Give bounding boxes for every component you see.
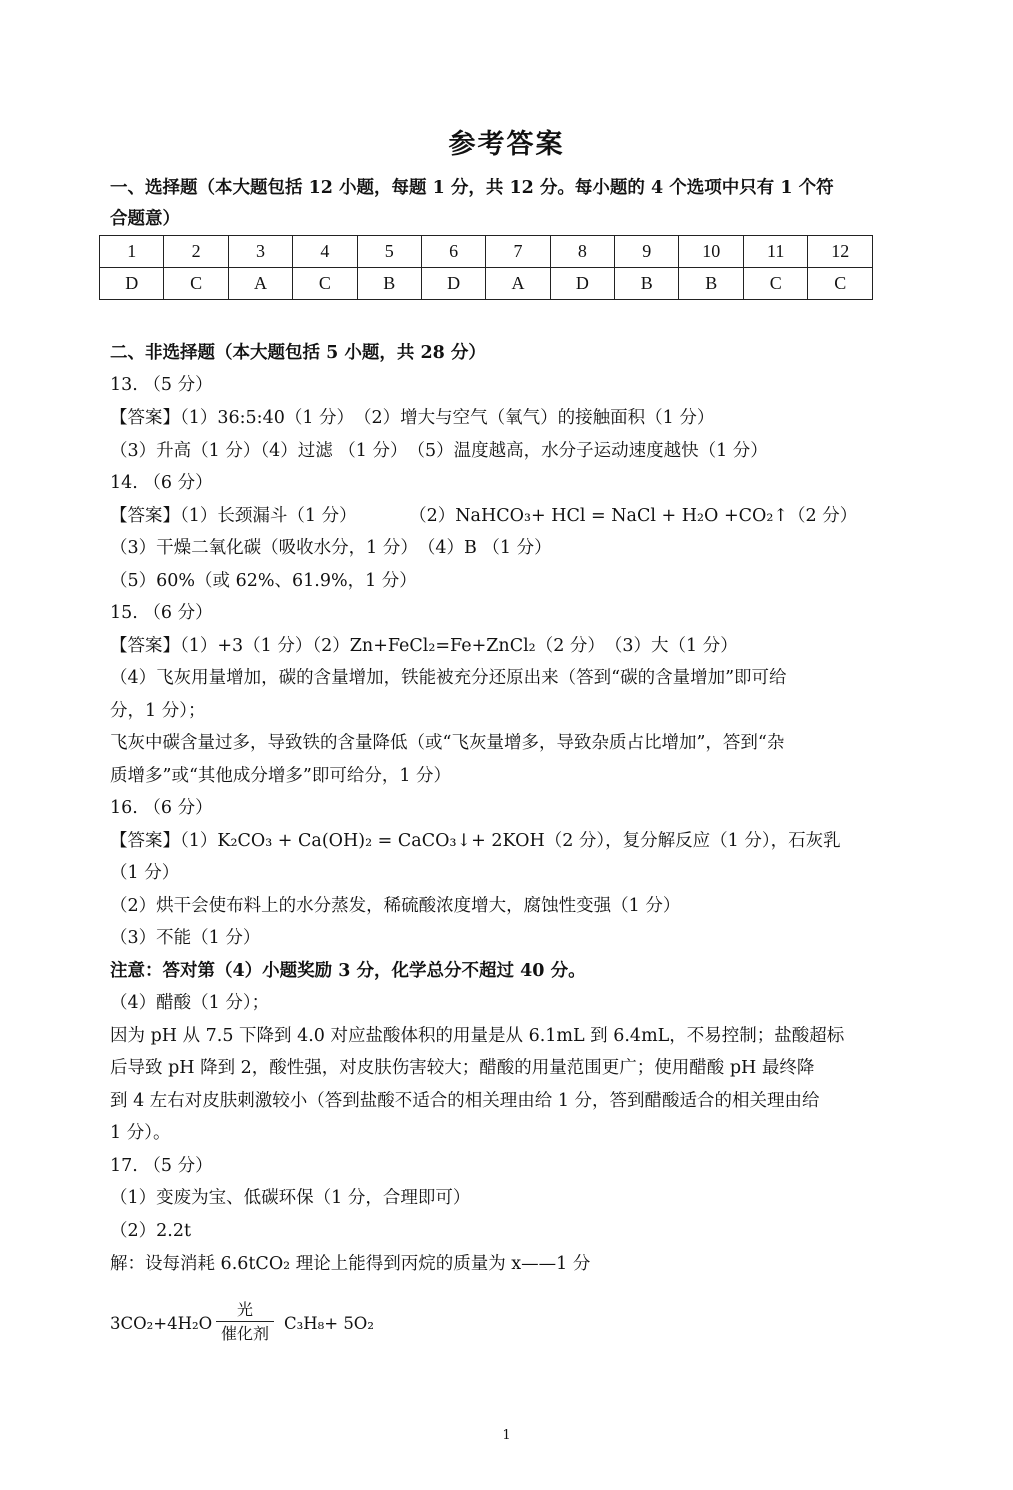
- question-number-cell: 11: [743, 236, 807, 268]
- q16-answer-line8: 到 4 左右对皮肤刺激较小（答到盐酸不适合的相关理由给 1 分，答到醋酸适合的相关理由给: [110, 1091, 820, 1111]
- q16-answer-line1: 【答案】（1）K₂CO₃ + Ca(OH)₂ = CaCO₃↓+ 2KOH（2 分），复分解反应（1 分），石灰乳: [110, 831, 841, 851]
- equation-products: C₃H₈+ 5O₂: [284, 1314, 374, 1333]
- question-number-cell: 9: [615, 236, 679, 268]
- q15-answer-line2: （4）飞灰用量增加，碳的含量增加，铁能被充分还原出来（答到“碳的含量增加”即可给: [110, 668, 787, 688]
- q16-answer-line4: （3）不能（1 分）: [110, 928, 261, 948]
- answer-cell: C: [164, 268, 228, 300]
- answer-cell: A: [486, 268, 550, 300]
- answer-table-answer-row: [100, 268, 873, 300]
- question-number-cell: 4: [293, 236, 357, 268]
- q16-answer-line5: （4）醋酸（1 分）；: [110, 993, 270, 1013]
- q14-answer-line2: （3）干燥二氧化碳（吸收水分，1 分） （4）B （1 分）: [110, 538, 552, 558]
- bonus-note: 注意：答对第（4）小题奖励 3 分，化学总分不超过 40 分。: [110, 961, 586, 981]
- q15-answer-line3: 分，1 分）；: [110, 701, 206, 721]
- q17-answer-line1: （1）变废为宝、低碳环保（1 分，合理即可）: [110, 1188, 471, 1208]
- q15-answer-line1: 【答案】（1）+3（1 分）（2）Zn+FeCl₂=Fe+ZnCl₂（2 分） （3）大（1 分）: [110, 636, 738, 656]
- answer-cell: D: [100, 268, 164, 300]
- q16-answer-line2: （1 分）: [110, 863, 180, 883]
- q13-heading: 13. （5 分）: [110, 375, 213, 395]
- answer-cell: B: [357, 268, 421, 300]
- answer-cell: B: [615, 268, 679, 300]
- q17-answer-line2: （2）2.2t: [110, 1221, 191, 1241]
- q13-answer-line1: 【答案】（1）36:5:40（1 分） （2）增大与空气（氧气）的接触面积（1 分）: [110, 408, 715, 428]
- question-number-cell: 3: [228, 236, 292, 268]
- q16-answer-line9: 1 分）。: [110, 1123, 171, 1143]
- equation-reactants: 3CO₂+4H₂O: [110, 1314, 213, 1333]
- question-number-cell: 5: [357, 236, 421, 268]
- question-number-cell: 7: [486, 236, 550, 268]
- q13-answer-line2: （3）升高（1 分）（4）过滤 （1 分） （5）温度越高，水分子运动速度越快（1 分）: [110, 441, 768, 461]
- condition-bottom: 催化剂: [220, 1324, 269, 1343]
- question-number-cell: 2: [164, 236, 228, 268]
- page-number: 1: [502, 1428, 511, 1443]
- answer-table: [99, 235, 873, 300]
- q16-heading: 16. （6 分）: [110, 798, 213, 818]
- section1-heading-line1: 一、选择题（本大题包括 12 小题，每题 1 分，共 12 分。每小题的 4 个选项中只有 1 个符: [110, 178, 834, 198]
- section1-heading-line2: 合题意）: [110, 209, 180, 229]
- question-number-cell: 8: [550, 236, 614, 268]
- answer-cell: A: [228, 268, 292, 300]
- q14-heading: 14. （6 分）: [110, 473, 213, 493]
- q15-answer-line5: 质增多”或“其他成分增多”即可给分，1 分）: [110, 766, 452, 786]
- q14-answer-line1: 【答案】（1）长颈漏斗（1 分） （2）NaHCO₃+ HCl = NaCl + H₂O +CO₂↑（2 分）: [110, 506, 858, 526]
- question-number-cell: 6: [421, 236, 485, 268]
- q16-answer-line7: 后导致 pH 降到 2，酸性强，对皮肤伤害较大；醋酸的用量范围更广；使用醋酸 pH 最终降: [110, 1058, 815, 1078]
- q15-heading: 15. （6 分）: [110, 603, 213, 623]
- reaction-condition: [216, 1300, 274, 1345]
- question-number-cell: 10: [679, 236, 744, 268]
- answer-cell: B: [679, 268, 744, 300]
- q16-answer-line3: （2）烘干会使布料上的水分蒸发，稀硫酸浓度增大，腐蚀性变强（1 分）: [110, 896, 681, 916]
- reaction-arrow-bar: [216, 1321, 274, 1322]
- q15-answer-line4: 飞灰中碳含量过多，导致铁的含量降低（或“飞灰量增多，导致杂质占比增加”，答到“杂: [110, 733, 785, 753]
- answer-cell: C: [808, 268, 873, 300]
- answer-cell: D: [550, 268, 614, 300]
- question-number-cell: 1: [100, 236, 164, 268]
- q17-heading: 17. （5 分）: [110, 1156, 213, 1176]
- answer-cell: C: [293, 268, 357, 300]
- answer-cell: D: [421, 268, 485, 300]
- condition-top: 光: [236, 1300, 253, 1319]
- question-number-cell: 12: [808, 236, 873, 268]
- answer-cell: C: [743, 268, 807, 300]
- page-title: 参考答案: [448, 129, 565, 160]
- q16-answer-line6: 因为 pH 从 7.5 下降到 4.0 对应盐酸体积的用量是从 6.1mL 到 6.4mL，不易控制；盐酸超标: [110, 1026, 845, 1046]
- q14-answer-line3: （5）60%（或 62%、61.9%，1 分）: [110, 571, 417, 591]
- q17-answer-line3: 解：设每消耗 6.6tCO₂ 理论上能得到丙烷的质量为 x——1 分: [110, 1254, 591, 1274]
- section2-heading: 二、非选择题（本大题包括 5 小题，共 28 分）: [110, 343, 486, 363]
- answer-table-number-row: [100, 236, 873, 268]
